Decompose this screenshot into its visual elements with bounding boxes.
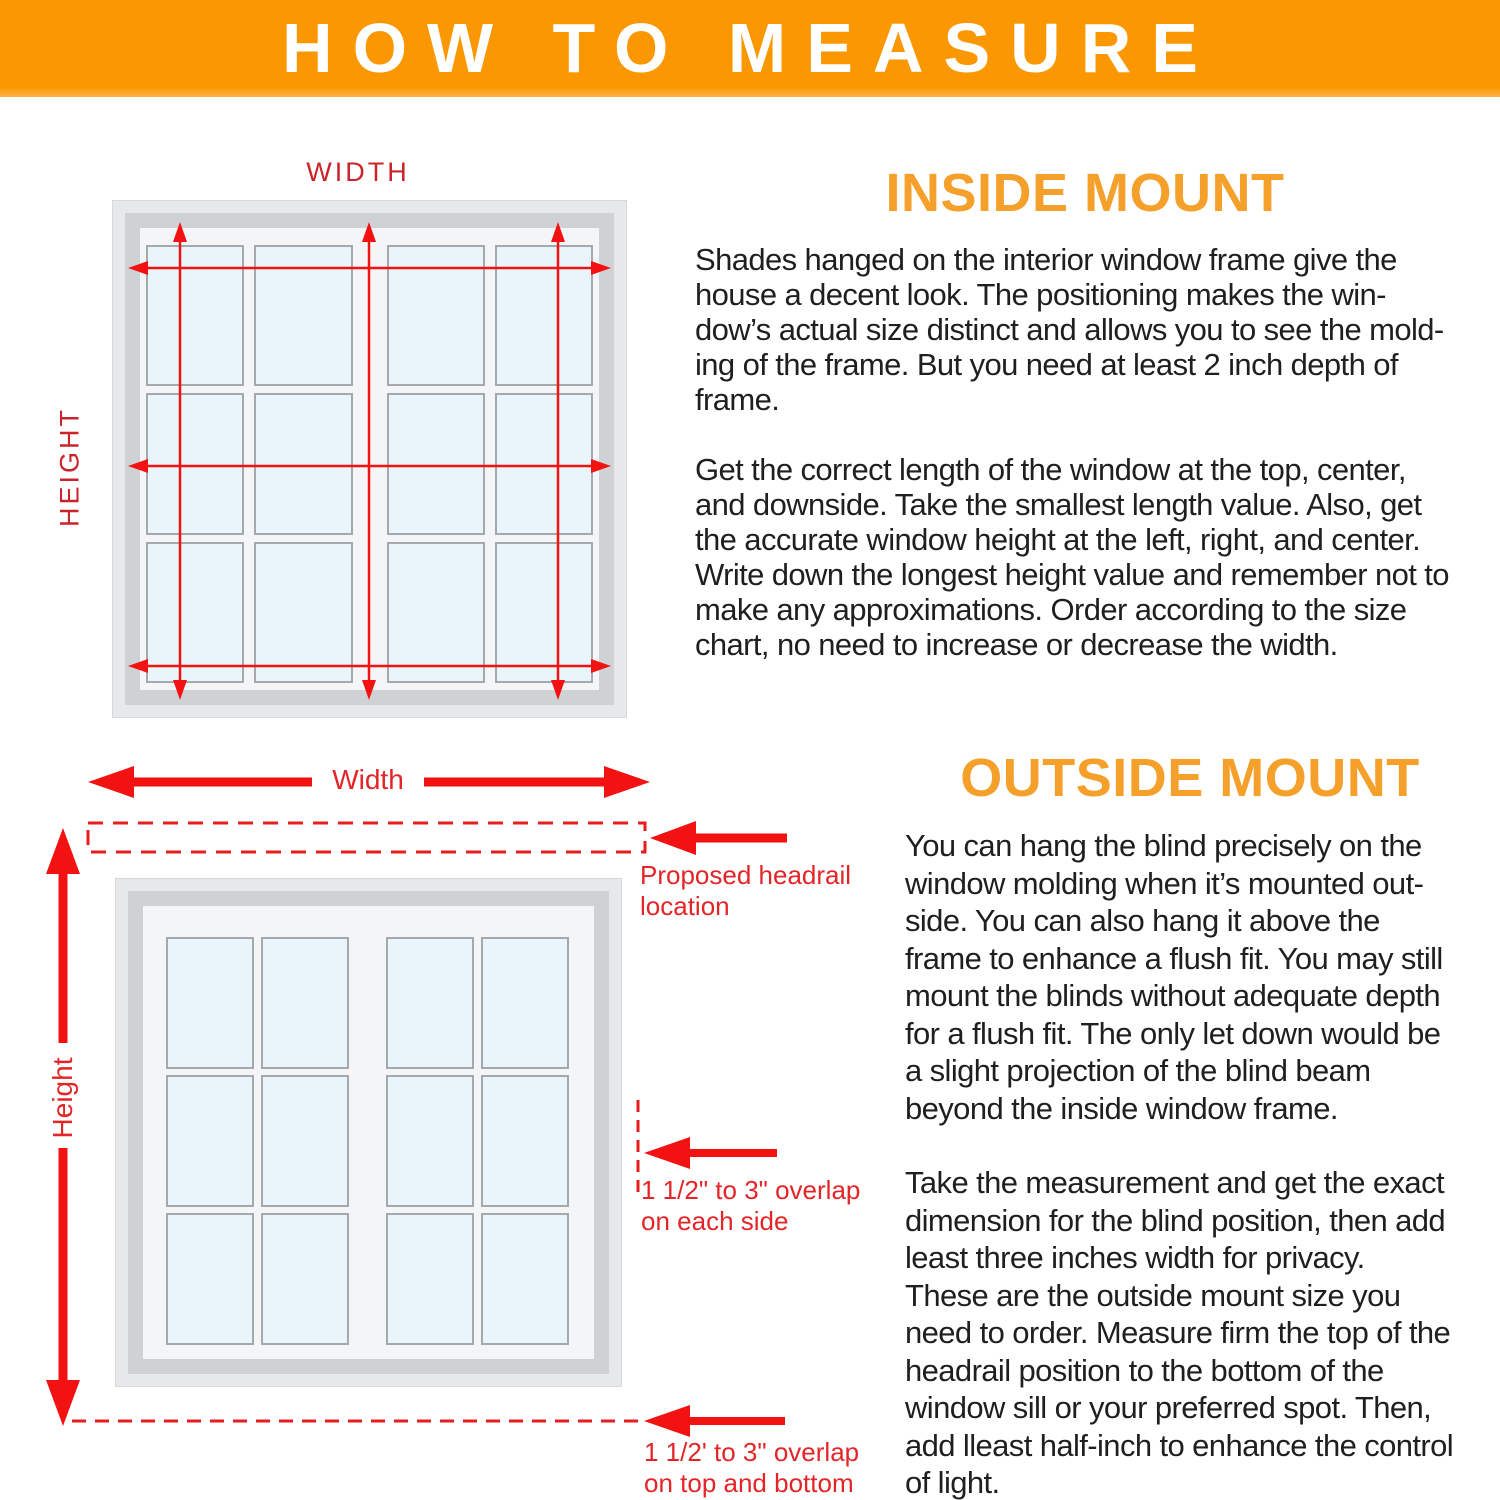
text-line: make any approximations. Order according to the size (695, 592, 1407, 627)
text-line: beyond the inside window frame. (905, 1090, 1338, 1126)
outside-mount-paragraph-2 (905, 1164, 1453, 1500)
bottom-overlap-pointer-arrow (644, 1405, 785, 1437)
bottom-width-label: Width (332, 764, 404, 795)
side-overlap-pointer-arrow (644, 1137, 777, 1169)
text-line: the accurate window height at the left, right, and center. (695, 522, 1421, 557)
headrail-pointer-arrow (650, 821, 787, 855)
text-line: Take the measurement and get the exact (905, 1165, 1444, 1200)
text-line: mount the blinds without adequate depth (905, 978, 1441, 1013)
text-line: a slight projection of the blind beam (905, 1053, 1371, 1088)
text-line: window molding when it’s mounted out- (905, 865, 1424, 901)
header-banner (0, 0, 1500, 97)
top-height-label: HEIGHT (54, 406, 85, 528)
side-overlap-note (641, 1175, 860, 1237)
text-line: frame. (695, 382, 780, 417)
text-line: add lleast half-inch to enhance the control (905, 1427, 1454, 1463)
top-width-label: WIDTH (306, 157, 410, 187)
text-line: least three inches width for privacy. (905, 1240, 1365, 1275)
bottom-measurement-arrows (0, 740, 820, 1500)
text-line: and downside. Take the smallest length value. Also, get (695, 487, 1422, 522)
text-line: need to order. Measure firm the top of the (905, 1315, 1451, 1350)
text-line: These are the outside mount size you (905, 1277, 1401, 1313)
bottom-overlap-note-line: 1 1/2' to 3" overlap (644, 1437, 860, 1467)
page-title: HOW TO MEASURE (282, 9, 1218, 87)
text-line: chart, no need to increase or decrease the width. (695, 627, 1338, 662)
text-line: of light. (905, 1465, 1000, 1500)
bottom-overlap-note (644, 1437, 859, 1499)
text-line: for a flush fit. The only let down would be (905, 1015, 1441, 1051)
text-line: dimension for the blind position, then add (905, 1202, 1446, 1238)
text-line: dow’s actual size distinct and allows you to see the mold- (695, 312, 1444, 347)
inside-mount-paragraph-1 (695, 242, 1444, 417)
bottom-overlap-note-line: on top and bottom (644, 1468, 854, 1498)
text-line: frame to enhance a flush fit. You may still (905, 940, 1443, 976)
text-line: Shades hanged on the interior window frame give the (695, 242, 1397, 277)
headrail-dashed-box (88, 823, 645, 852)
outside-mount-paragraph-1 (905, 827, 1443, 1127)
height-arrow (46, 828, 80, 1426)
text-line: headrail position to the bottom of the (905, 1352, 1384, 1388)
side-overlap-note-line: on each side (641, 1206, 789, 1236)
headrail-note (640, 860, 851, 922)
top-measurement-arrows (0, 130, 700, 730)
headrail-note-line: Proposed headrail (640, 860, 852, 890)
text-line: Get the correct length of the window at the top, center, (695, 452, 1406, 487)
vertical-measure-arrow-right (551, 222, 565, 700)
bottom-height-label: Height (47, 1057, 78, 1139)
text-line: house a decent look. The positioning makes the win- (695, 277, 1386, 312)
vertical-measure-arrow-left (173, 222, 187, 700)
headrail-note-line: location (640, 891, 730, 921)
text-line: side. You can also hang it above the (905, 903, 1380, 938)
width-arrow (88, 766, 650, 798)
side-overlap-note-line: 1 1/2" to 3" overlap (641, 1175, 861, 1205)
text-line: window sill or your preferred spot. Then, (905, 1390, 1432, 1425)
inside-mount-heading: INSIDE MOUNT (885, 163, 1285, 223)
inside-mount-paragraph-2 (695, 452, 1449, 662)
text-line: You can hang the blind precisely on the (905, 828, 1422, 863)
outside-mount-heading: OUTSIDE MOUNT (960, 748, 1420, 808)
text-line: Write down the longest height value and remember not to (695, 557, 1449, 592)
text-line: ing of the frame. But you need at least 2 inch depth of (695, 347, 1398, 382)
vertical-measure-arrow-center (362, 222, 376, 700)
